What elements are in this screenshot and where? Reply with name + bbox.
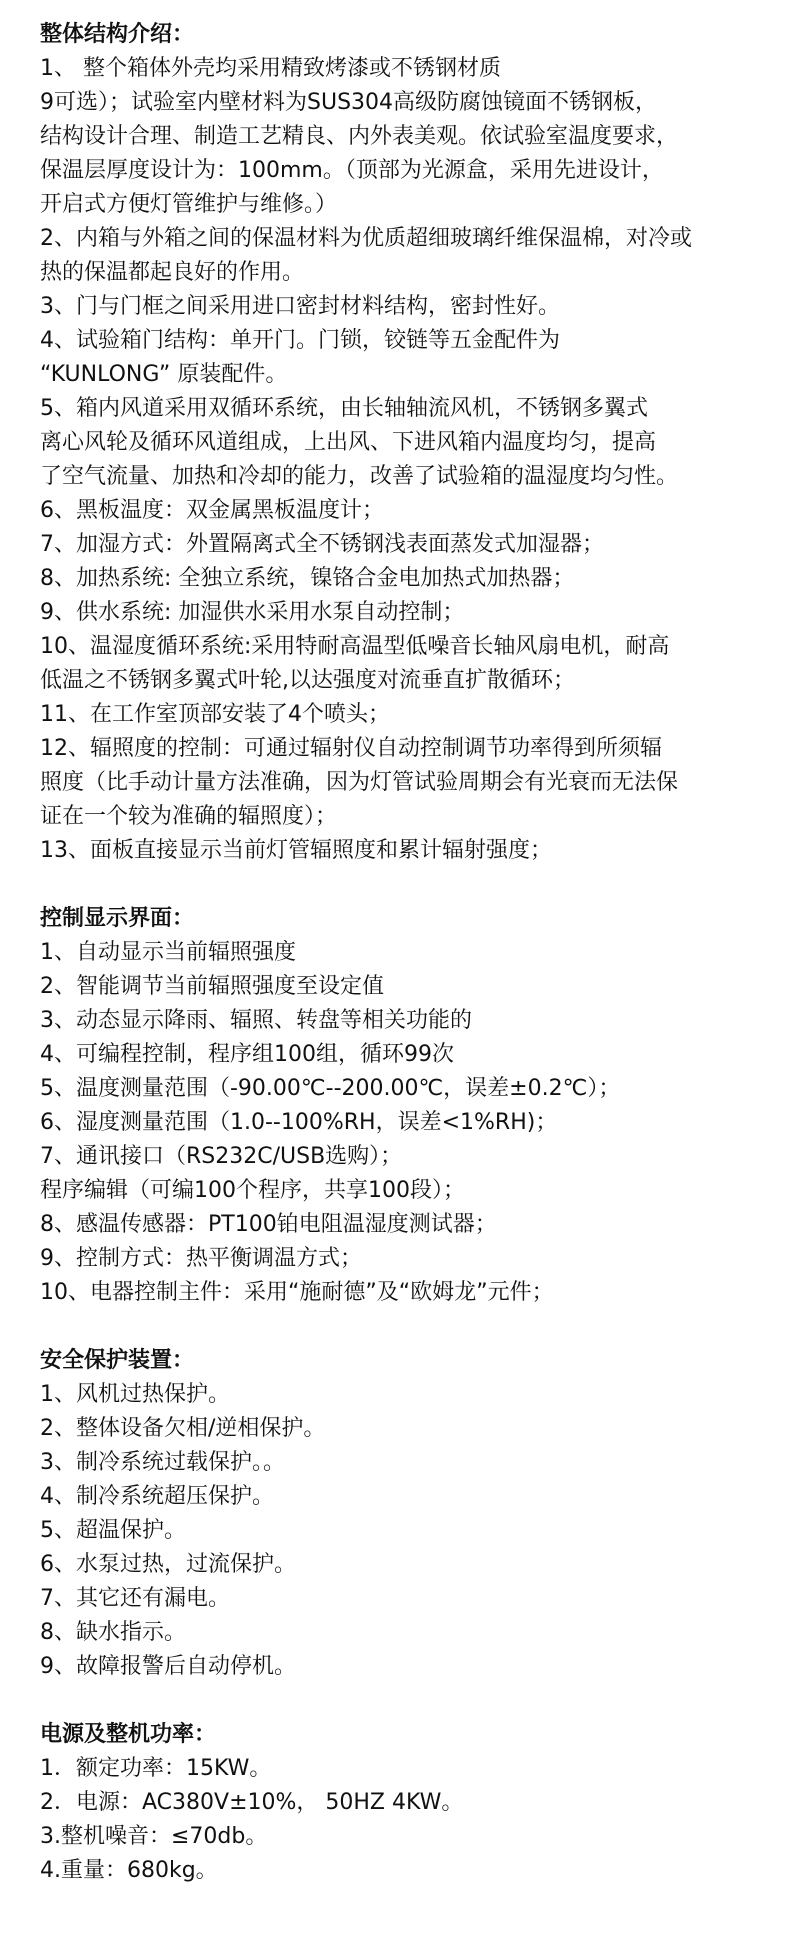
text-line: 2、内箱与外箱之间的保温材料为优质超细玻璃纤维保温棉，对冷或 [40,226,692,251]
text-line: 9、供水系统: 加湿供水采用水泵自动控制； [40,600,465,625]
text-line: 热的保温都起良好的作用。 [40,260,305,285]
text-line: 5、温度测量范围（-90.00℃--200.00℃，误差±0.2℃）； [40,1076,621,1101]
text-line: 8、缺水指示。 [40,1620,186,1645]
text-line: 4、试验箱门结构：单开门。门锁，铰链等五金配件为 [40,328,560,353]
text-line: 2．电源：AC380V±10%， 50HZ 4KW。 [40,1790,464,1815]
section-control-display [40,902,760,1310]
text-line: 开启式方便灯管维护与维修。） [40,192,338,217]
text-line: 保温层厚度设计为：100mm。（顶部为光源盒，采用先进设计， [40,158,664,183]
text-line: 1．额定功率：15KW。 [40,1756,272,1781]
text-line: 1、 整个箱体外壳均采用精致烤漆或不锈钢材质 [40,56,501,81]
text-line: 程序编辑（可编100个程序，共享100段）； [40,1178,465,1203]
text-line: 8、感温传感器：PT100铂电阻温湿度测试器； [40,1212,497,1237]
text-line: 8、加热系统: 全独立系统，镍铬合金电加热式加热器； [40,566,575,591]
section-safety [40,1344,760,1684]
text-line: 9、故障报警后自动停机。 [40,1654,296,1679]
text-line: 低温之不锈钢多翼式叶轮,以达强度对流垂直扩散循环； [40,668,575,693]
text-line: 6、湿度测量范围（1.0--100%RH，误差<1%RH)； [40,1110,558,1135]
text-line: 2、整体设备欠相/逆相保护。 [40,1416,326,1441]
text-line: 9、控制方式：热平衡调温方式； [40,1246,362,1271]
text-line: 7、通讯接口（RS232C/USB选购）； [40,1144,403,1169]
text-line: 6、黑板温度：双金属黑板温度计； [40,498,384,523]
text-line: 11、在工作室顶部安装了4个喷头； [40,702,390,727]
text-line: 5、超温保护。 [40,1518,186,1543]
section-title: 安全保护装置： [40,1348,195,1373]
section-structure [40,18,760,868]
text-line: 5、箱内风道采用双循环系统，由长轴轴流风机，不锈钢多翼式 [40,396,648,421]
text-line: 3、动态显示降雨、辐照、转盘等相关功能的 [40,1008,472,1033]
text-line: 3.整机噪音：≤70db。 [40,1824,268,1849]
text-line: 2、智能调节当前辐照强度至设定值 [40,974,384,999]
text-line: 6、水泵过热，过流保护。 [40,1552,296,1577]
text-line: 结构设计合理、制造工艺精良、内外表美观。依试验室温度要求， [40,124,679,149]
text-line: 1、自动显示当前辐照强度 [40,940,296,965]
text-line: 9可选）；试验室内壁材料为SUS304高级防腐蚀镜面不锈钢板， [40,90,658,115]
section-power [40,1718,760,1888]
text-line: 3、门与门框之间采用进口密封材料结构，密封性好。 [40,294,560,319]
text-line: 证在一个较为准确的辐照度）； [40,804,338,829]
text-line: 离心风轮及循环风道组成，上出风、下进风箱内温度均匀，提高 [40,430,657,455]
text-line: 1、风机过热保护。 [40,1382,230,1407]
text-line: “KUNLONG” 原装配件。 [40,362,288,387]
text-line: 3、制冷系统过载保护。。 [40,1450,285,1475]
section-title: 电源及整机功率： [40,1722,217,1747]
text-line: 13、面板直接显示当前灯管辐照度和累计辐射强度； [40,838,552,863]
text-line: 照度（比手动计量方法准确，因为灯管试验周期会有光衰而无法保 [40,770,679,795]
text-line: 4.重量：680kg。 [40,1858,218,1883]
text-line: 12、辐照度的控制：可通过辐射仪自动控制调节功率得到所须辐 [40,736,662,761]
text-line: 10、温湿度循环系统:采用特耐高温型低噪音长轴风扇电机，耐高 [40,634,670,659]
text-line: 4、可编程控制，程序组100组，循环99次 [40,1042,454,1067]
text-line: 4、制冷系统超压保护。 [40,1484,274,1509]
section-title: 控制显示界面： [40,906,195,931]
text-line: 10、电器控制主件：采用“施耐德”及“欧姆龙”元件； [40,1280,554,1305]
text-line: 了空气流量、加热和冷却的能力，改善了试验箱的温湿度均匀性。 [40,464,679,489]
text-line: 7、其它还有漏电。 [40,1586,230,1611]
text-line: 7、加湿方式：外置隔离式全不锈钢浅表面蒸发式加湿器； [40,532,604,557]
section-title: 整体结构介绍： [40,22,195,47]
